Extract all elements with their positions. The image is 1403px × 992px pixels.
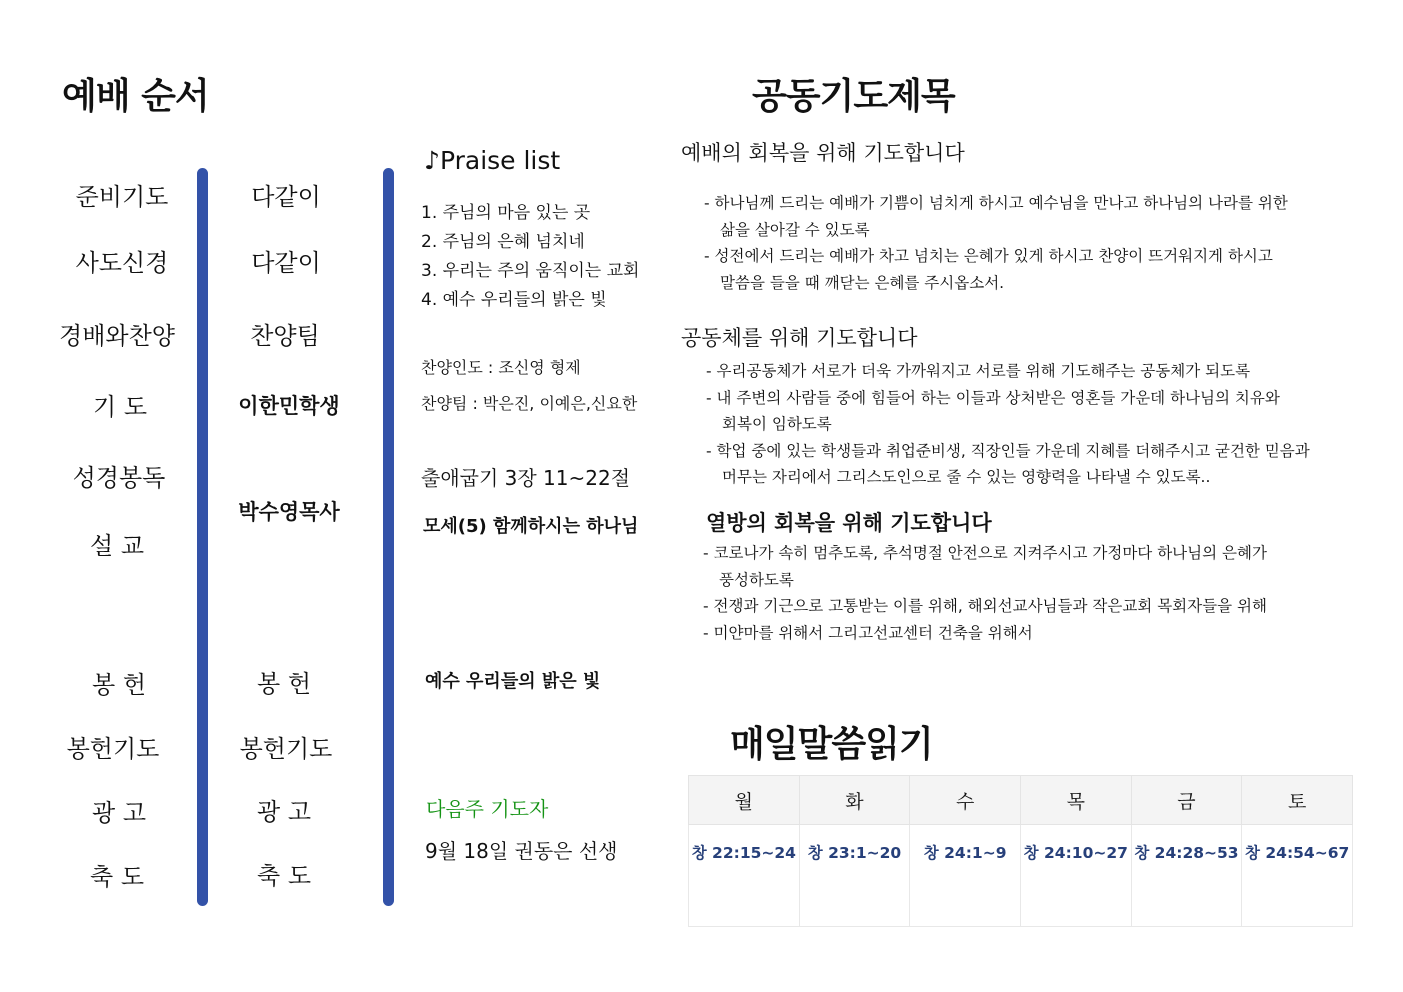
- leader-item: 박수영목사: [238, 500, 340, 524]
- passage-cell: 창 23:1~20: [799, 825, 910, 927]
- order-item: 축 도: [90, 863, 144, 891]
- prayer-line: - 미얀마를 위해서 그리고선교센터 건축을 위해서: [703, 623, 1033, 642]
- order-item: 봉 헌: [92, 671, 146, 699]
- order-item: 광 고: [92, 799, 146, 827]
- daily-reading-title: 매일말씀읽기: [730, 724, 933, 765]
- order-item: 봉헌기도: [66, 735, 160, 763]
- praise-song: 4. 예수 우리들의 밝은 빛: [421, 290, 607, 310]
- order-item: 성경봉독: [72, 464, 166, 492]
- order-item: 기 도: [93, 393, 147, 421]
- next-week-value: 9월 18일 권동은 선생: [425, 839, 618, 863]
- prayer-section-lines: [706, 358, 1310, 491]
- praise-song: 2. 주님의 은혜 넘치네: [421, 232, 585, 252]
- passage-cell: 창 24:28~53: [1131, 825, 1242, 927]
- leader-item: 다같이: [251, 249, 321, 277]
- passage-cell: 창 24:54~67: [1242, 825, 1353, 927]
- day-header: 수: [910, 776, 1021, 825]
- leader-item: 찬양팀: [250, 322, 320, 350]
- prayer-line: - 내 주변의 사람들 중에 힘들어 하는 이들과 상처받은 영혼들 가운데 하나님의 치유와: [706, 388, 1280, 407]
- praise-leader: 찬양인도 : 조신영 형제: [421, 358, 581, 377]
- day-header: 토: [1242, 776, 1353, 825]
- prayer-section-lines: [703, 540, 1267, 646]
- middle-divider-bar: [383, 168, 394, 906]
- prayer-line: 삶을 살아갈 수 있도록: [720, 220, 870, 239]
- prayer-section-lines: [704, 190, 1288, 296]
- passage-cell: 창 24:1~9: [910, 825, 1021, 927]
- order-item: 사도신경: [75, 249, 169, 277]
- left-divider-bar: [197, 168, 208, 906]
- praise-song-list: [421, 199, 639, 315]
- day-header: 목: [1020, 776, 1131, 825]
- leader-item: 봉 헌: [257, 670, 311, 698]
- prayer-section-heading: 예배의 회복을 위해 기도합니다: [681, 141, 965, 165]
- passage-cell: 창 24:10~27: [1020, 825, 1131, 927]
- prayer-line: - 하나님께 드리는 예배가 기쁨이 넘치게 하시고 예수님을 만나고 하나님의 나라를 위한: [704, 194, 1288, 212]
- prayer-line: - 학업 중에 있는 학생들과 취업준비생, 직장인들 가운데 지혜를 더해주시고 굳건한 믿음과: [706, 441, 1310, 460]
- prayer-line: - 전쟁과 기근으로 고통받는 이를 위해, 해외선교사님들과 작은교회 목회자들을 위해: [703, 597, 1267, 615]
- day-header-row: [689, 776, 1353, 825]
- leader-item: 축 도: [257, 862, 311, 890]
- offering-song: 예수 우리들의 밝은 빛: [425, 671, 601, 692]
- day-header: 금: [1131, 776, 1242, 825]
- prayer-line: - 코로나가 속히 멈추도록, 추석명절 안전으로 지켜주시고 가정마다 하나님의 은혜가: [703, 544, 1267, 562]
- order-item: 경배와찬양: [59, 322, 175, 350]
- leader-item: 다같이: [251, 183, 321, 211]
- leader-item: 광 고: [257, 798, 311, 826]
- passage-row: [689, 825, 1353, 927]
- leader-item: 봉헌기도: [239, 735, 333, 763]
- daily-reading-table: [688, 775, 1353, 927]
- prayer-line: - 성전에서 드리는 예배가 차고 넘치는 은혜가 있게 하시고 찬양이 뜨거워지게 하시고: [704, 247, 1273, 265]
- passage-cell: 창 22:15~24: [689, 825, 800, 927]
- praise-team: 찬양팀 : 박은진, 이예은,신요한: [421, 394, 638, 413]
- leader-item: 이한민학생: [238, 394, 340, 418]
- praise-song: 3. 우리는 주의 움직이는 교회: [421, 261, 640, 281]
- praise-list-title: ♪Praise list: [424, 146, 561, 175]
- scripture-reference: 출애굽기 3장 11~22절: [421, 466, 631, 490]
- worship-order-title: 예배 순서: [62, 76, 209, 117]
- prayer-line: 머무는 자리에서 그리스도인으로 줄 수 있는 영향력을 나타낼 수 있도록..: [722, 468, 1211, 486]
- prayer-title: 공동기도제목: [752, 76, 955, 117]
- day-header: 월: [689, 776, 800, 825]
- prayer-line: - 우리공동체가 서로가 더욱 가까워지고 서로를 위해 기도해주는 공동체가 되도록: [706, 362, 1251, 380]
- sermon-title: 모세(5) 함께하시는 하나님: [423, 516, 639, 537]
- prayer-section-heading: 열방의 회복을 위해 기도합니다: [706, 511, 992, 535]
- day-header: 화: [799, 776, 910, 825]
- order-item: 준비기도: [75, 183, 169, 211]
- prayer-line: 풍성하도록: [719, 570, 794, 589]
- next-week-label: 다음주 기도자: [426, 797, 549, 821]
- prayer-line: 회복이 임하도록: [722, 415, 832, 433]
- praise-song: 1. 주님의 마음 있는 곳: [421, 203, 591, 223]
- prayer-line: 말씀을 들을 때 깨닫는 은혜를 주시옵소서.: [720, 273, 1005, 292]
- prayer-section-heading: 공동체를 위해 기도합니다: [681, 326, 918, 350]
- order-item: 설 교: [90, 532, 144, 560]
